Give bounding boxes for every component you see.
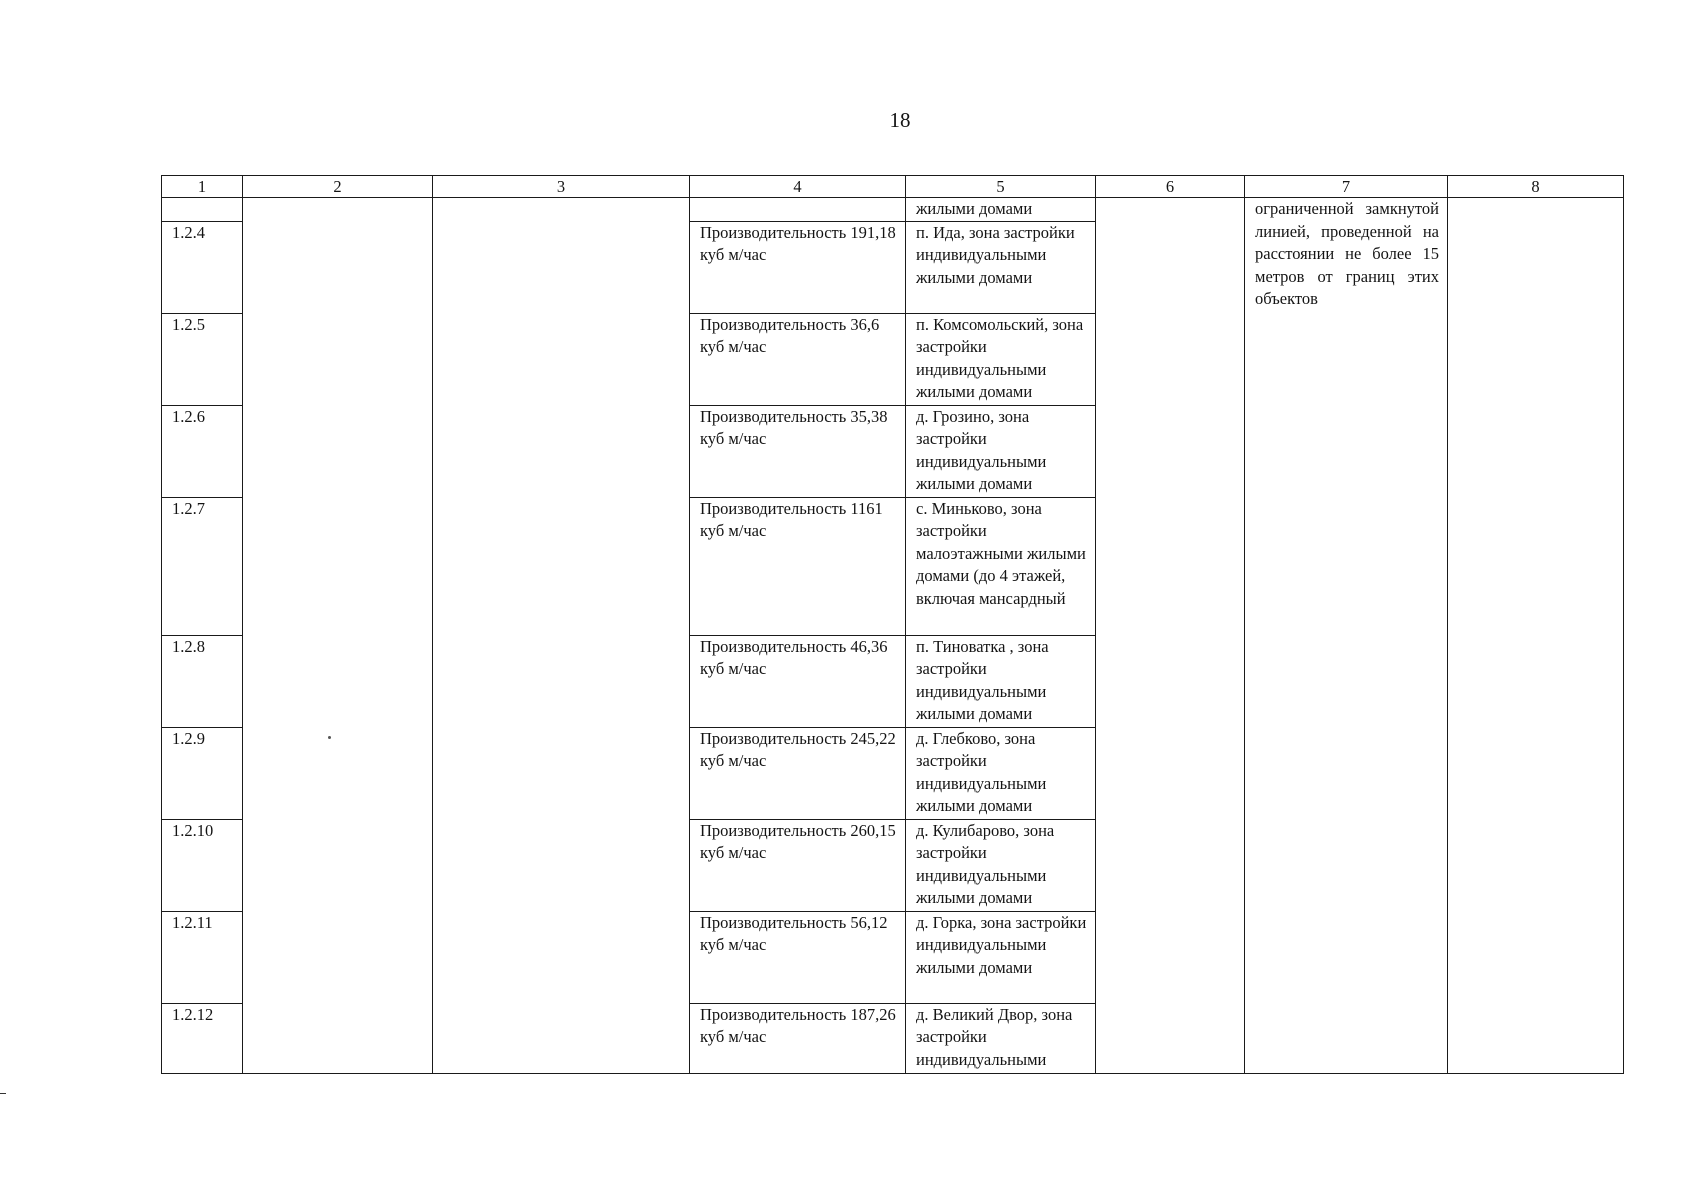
column-number: 5 — [906, 176, 1096, 198]
location-cell: д. Великий Двор, зона застройки индивидуальными — [906, 1003, 1096, 1073]
page-number: 18 — [889, 108, 911, 132]
data-table — [161, 175, 1624, 1074]
capacity-cell: Производительность 260,15 куб м/час — [690, 819, 906, 911]
item-number-cell: 1.2.8 — [162, 635, 243, 727]
col6-cell — [1096, 198, 1245, 1074]
item-number-cell: 1.2.5 — [162, 313, 243, 405]
cell — [162, 198, 243, 222]
item-number-cell: 1.2.12 — [162, 1003, 243, 1073]
capacity-cell: Производительность 187,26 куб м/час — [690, 1003, 906, 1073]
capacity-cell: Производительность 35,38 куб м/час — [690, 405, 906, 497]
col3-cell — [433, 198, 690, 1074]
scan-dot — [328, 736, 331, 739]
cell — [690, 198, 906, 222]
col2-cell — [243, 198, 433, 1074]
capacity-cell: Производительность 36,6 куб м/час — [690, 313, 906, 405]
column-number: 4 — [690, 176, 906, 198]
location-cell: жилыми домами — [906, 198, 1096, 222]
item-number-cell: 1.2.7 — [162, 497, 243, 635]
item-number-cell: 1.2.10 — [162, 819, 243, 911]
capacity-cell: Производительность 1161 куб м/час — [690, 497, 906, 635]
scan-mark — [0, 1093, 6, 1094]
column-number: 1 — [162, 176, 243, 198]
col8-cell — [1448, 198, 1624, 1074]
capacity-cell: Производительность 245,22 куб м/час — [690, 727, 906, 819]
location-cell: п. Ида, зона застройки индивидуальными жилыми домами — [906, 221, 1096, 313]
column-number: 2 — [243, 176, 433, 198]
item-number-cell: 1.2.9 — [162, 727, 243, 819]
location-cell: д. Кулибарово, зона застройки индивидуальными жилыми домами — [906, 819, 1096, 911]
item-number-cell: 1.2.4 — [162, 221, 243, 313]
location-cell: д. Грозино, зона застройки индивидуальными жилыми домами — [906, 405, 1096, 497]
location-cell: п. Комсомольский, зона застройки индивидуальными жилыми домами — [906, 313, 1096, 405]
column-number: 8 — [1448, 176, 1624, 198]
item-number-cell: 1.2.6 — [162, 405, 243, 497]
location-cell: д. Горка, зона застройки индивидуальными жилыми домами — [906, 911, 1096, 1003]
location-cell: с. Миньково, зона застройки малоэтажными жилыми домами (до 4 этажей, включая мансардный — [906, 497, 1096, 635]
column-number: 7 — [1245, 176, 1448, 198]
capacity-cell: Производительность 56,12 куб м/час — [690, 911, 906, 1003]
continuation-row — [162, 198, 1624, 222]
column-number: 6 — [1096, 176, 1245, 198]
capacity-cell: Производительность 46,36 куб м/час — [690, 635, 906, 727]
col7-cell: ограниченной замкнутой линией, проведенной на расстоянии не более 15 метров от границ этих объектов — [1245, 198, 1448, 1074]
location-cell: д. Глебково, зона застройки индивидуальными жилыми домами — [906, 727, 1096, 819]
column-number-row — [162, 176, 1624, 198]
column-number: 3 — [433, 176, 690, 198]
item-number-cell: 1.2.11 — [162, 911, 243, 1003]
location-cell: п. Тиноватка , зона застройки индивидуальными жилыми домами — [906, 635, 1096, 727]
capacity-cell: Производительность 191,18 куб м/час — [690, 221, 906, 313]
